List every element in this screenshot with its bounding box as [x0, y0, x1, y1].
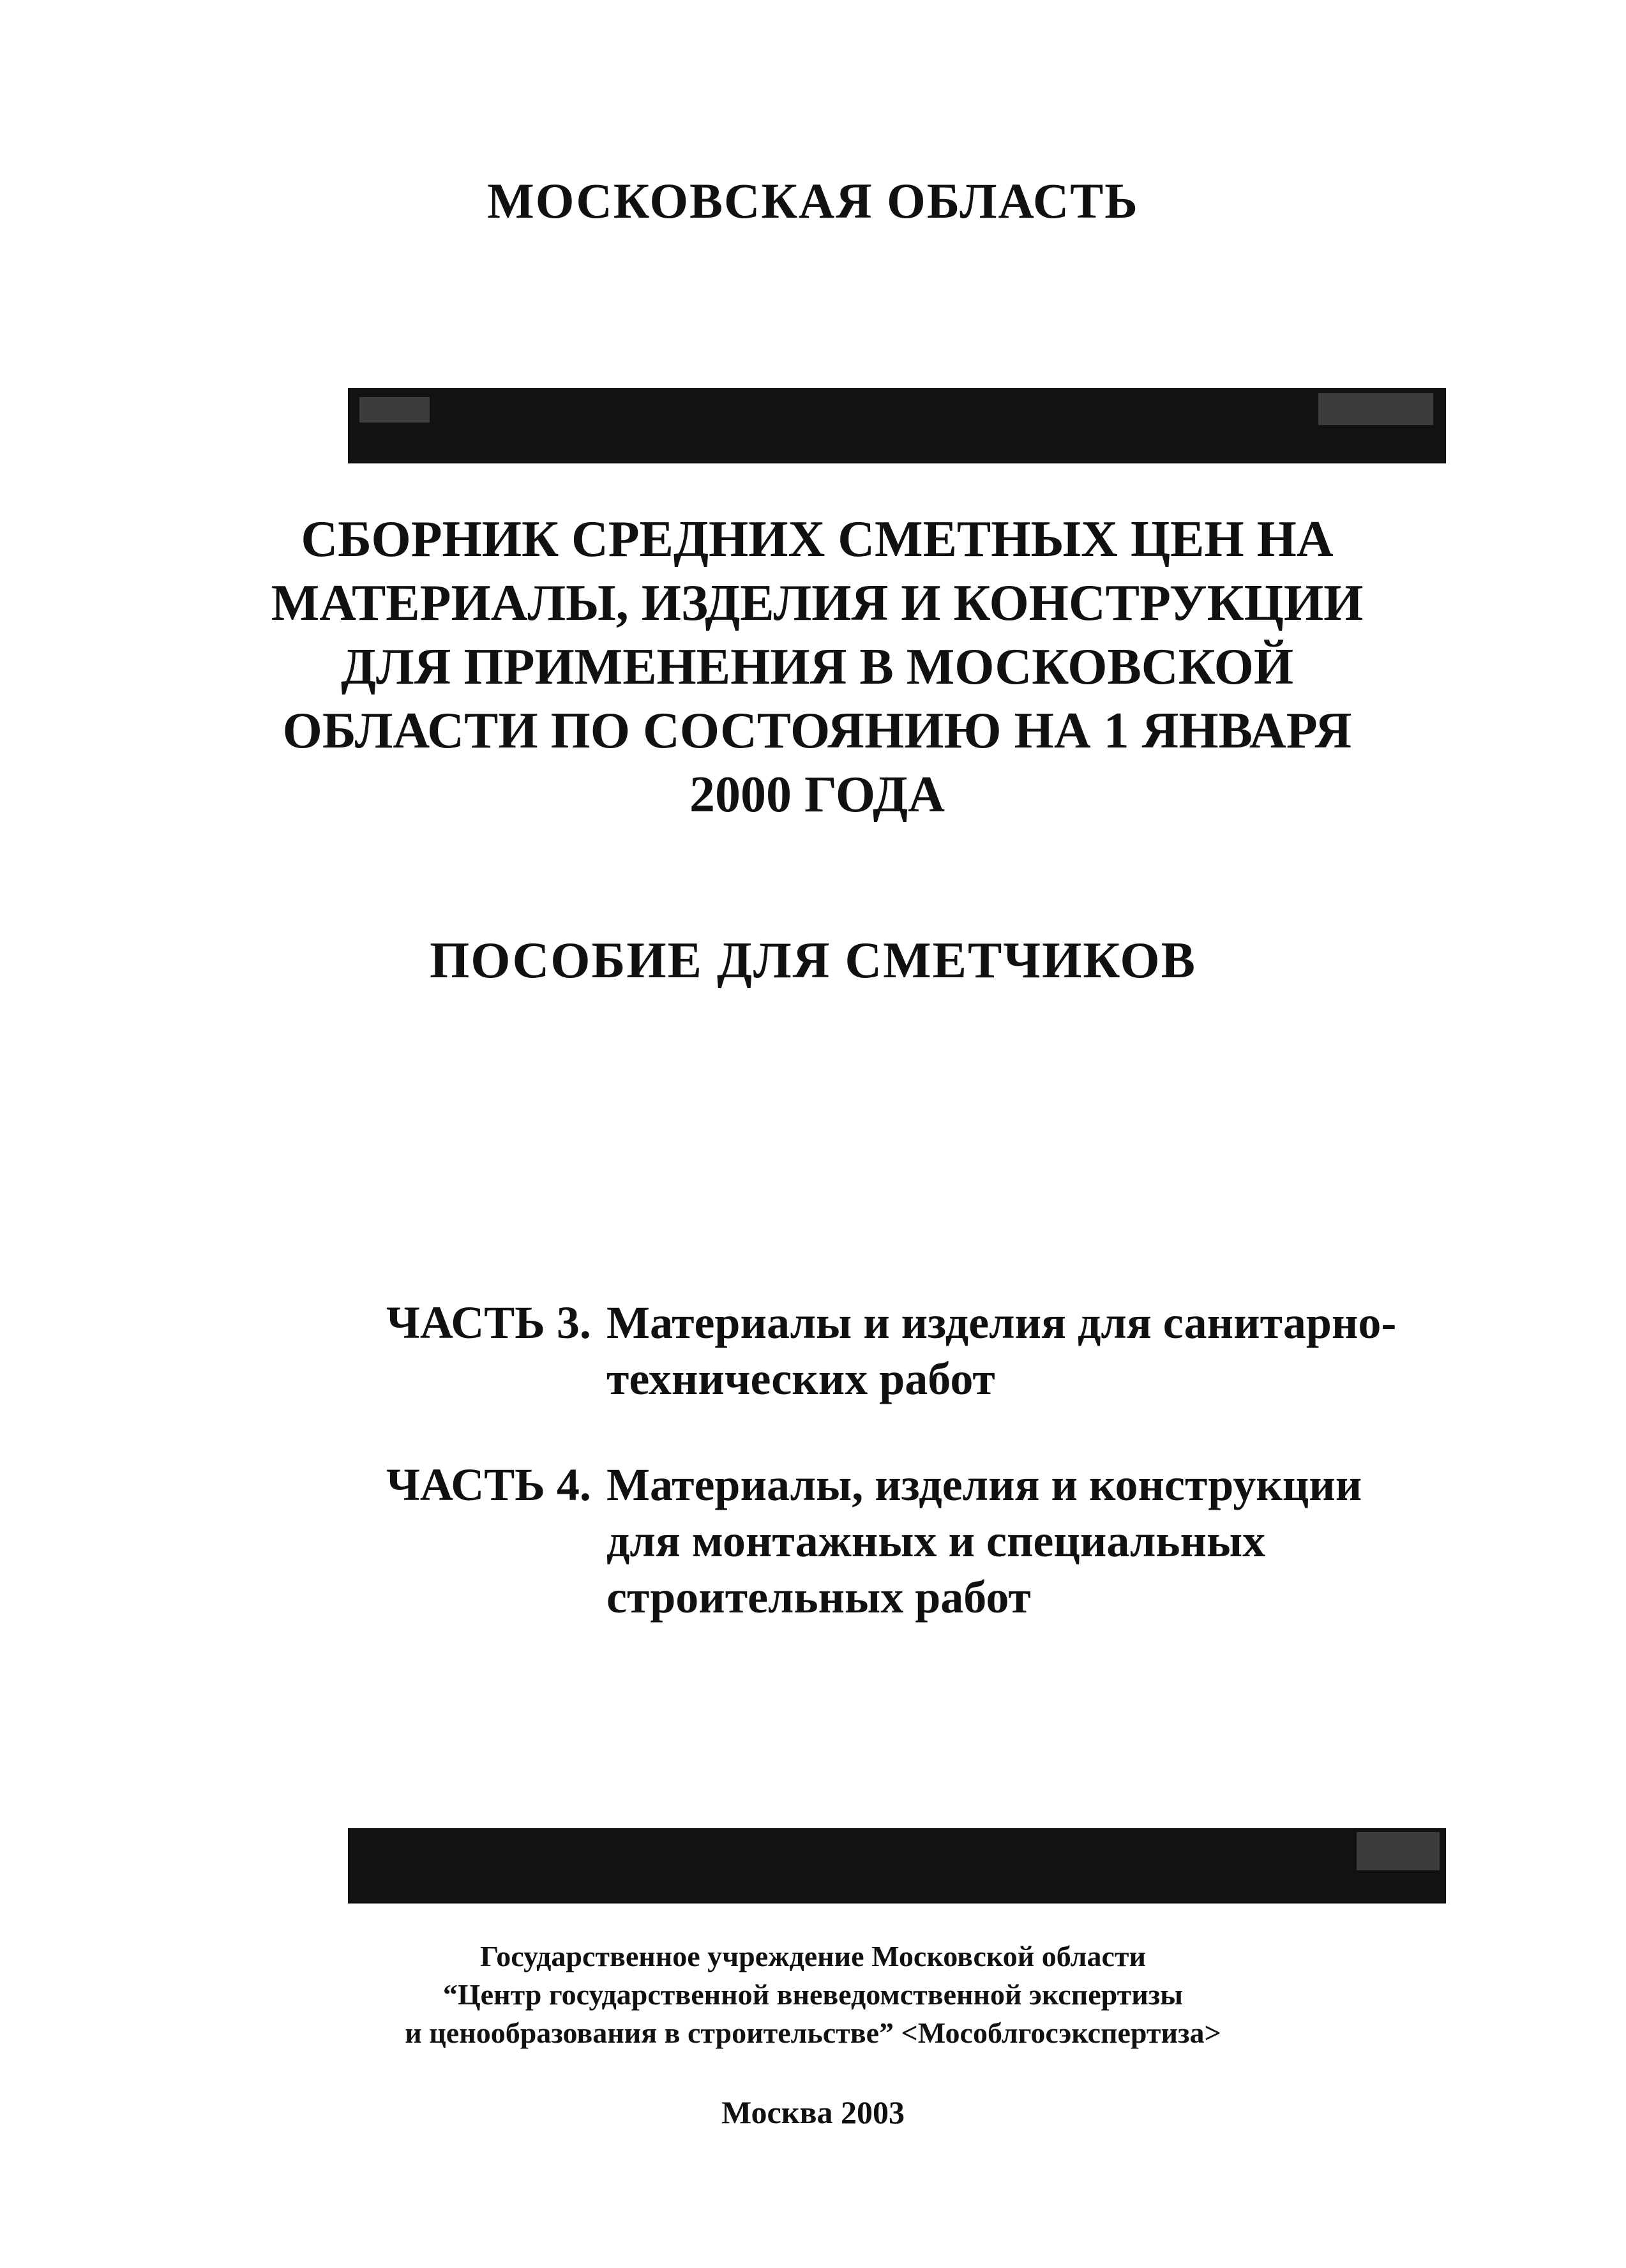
top-decorative-bar: [348, 388, 1446, 463]
region-heading: МОСКОВСКАЯ ОБЛАСТЬ: [487, 173, 1139, 229]
subtitle: ПОСОБИЕ ДЛЯ СМЕТЧИКОВ: [430, 933, 1196, 989]
main-title-line-5: 2000 ГОДА: [689, 767, 945, 823]
publisher-line-1: Государственное учреждение Московской области: [480, 1940, 1146, 1972]
part-4-line-3: строительных работ: [606, 1572, 1031, 1623]
publisher-line-2: “Центр государственной вневедомственной экспертизы: [442, 1978, 1184, 2011]
part-3-line-1: Материалы и изделия для санитарно-: [606, 1297, 1397, 1348]
main-title-line-4: ОБЛАСТИ ПО СОСТОЯНИЮ НА 1 ЯНВАРЯ: [282, 703, 1352, 759]
main-title-line-2: МАТЕРИАЛЫ, ИЗДЕЛИЯ И КОНСТРУКЦИИ: [271, 575, 1364, 631]
part-4-label: ЧАСТЬ 4.: [386, 1459, 591, 1510]
main-title-line-1: СБОРНИК СРЕДНИХ СМЕТНЫХ ЦЕН НА: [301, 511, 1334, 567]
city-year: Москва 2003: [721, 2094, 905, 2130]
part-3-label: ЧАСТЬ 3.: [386, 1297, 591, 1348]
main-title-line-3: ДЛЯ ПРИМЕНЕНИЯ В МОСКОВСКОЙ: [340, 639, 1294, 695]
publisher-block: [0, 1937, 1626, 2052]
publisher-line-3: и ценообразования в строительстве” <Мособлгосэкспертиза>: [405, 2016, 1221, 2049]
main-title: [255, 507, 1379, 827]
part-3-line-2: технических работ: [606, 1353, 995, 1404]
part-4-description: [606, 1457, 1500, 1625]
bottom-decorative-bar: [348, 1828, 1446, 1904]
part-3-description: [606, 1295, 1500, 1407]
part-4-line-2: для монтажных и специальных: [606, 1515, 1266, 1566]
part-4-line-1: Материалы, изделия и конструкции: [606, 1459, 1362, 1510]
